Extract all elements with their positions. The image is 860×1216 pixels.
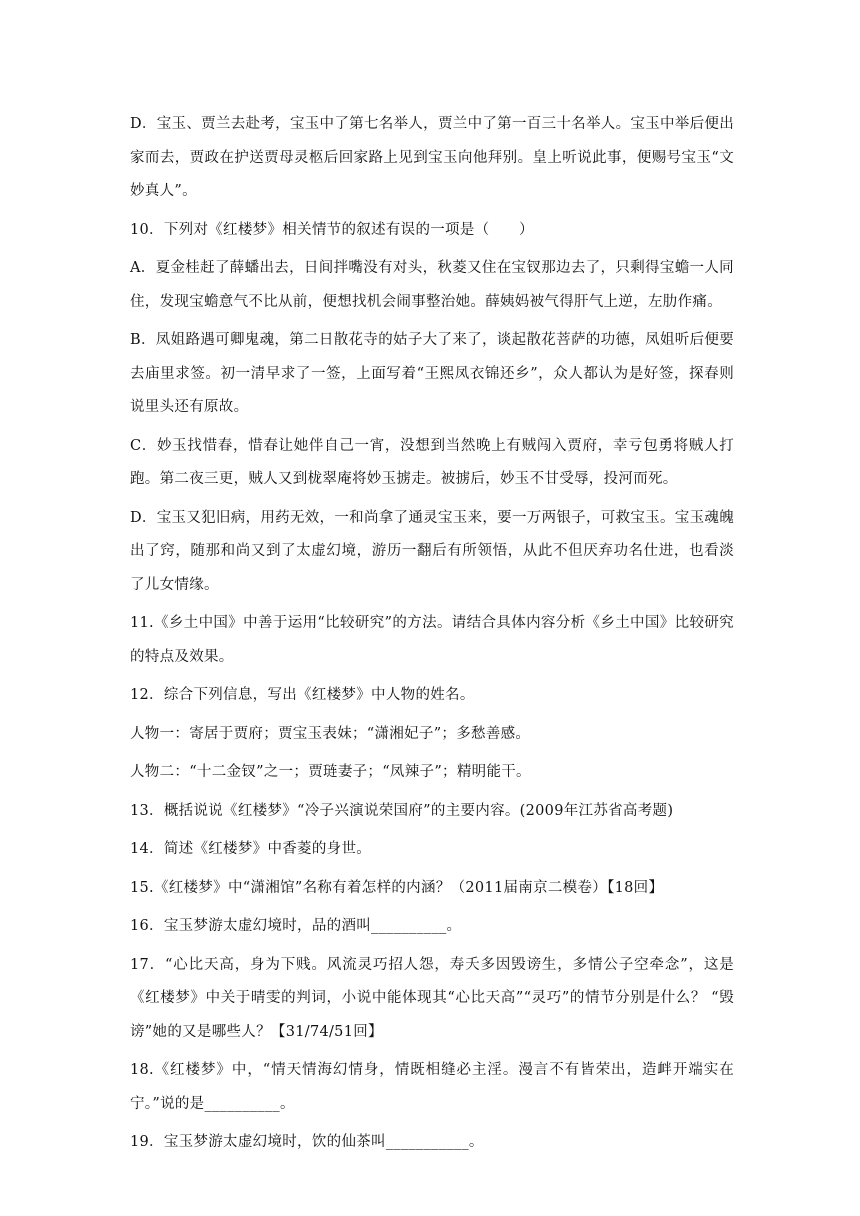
option-a-xia-jingui: A．夏金桂赶了薛蟠出去，日间拌嘴没有对头，秋菱又住在宝钗那边去了，只剩得宝蟾一人同住，发现宝蟾意气不比从前，便想找机会闹事整治她。薛姨妈被气得肝气上逆，左肋作痛。	[130, 260, 734, 310]
question-12: 12．综合下列信息，写出《红楼梦》中人物的姓名。	[130, 687, 475, 703]
question-16: 16．宝玉梦游太虚幻境时，品的酒叫__________。	[130, 918, 462, 934]
question-18: 18.《红楼梦》中，“情天情海幻情身，情既相缝必主淫。漫言不有皆荣出，造衅开端实在宁。”说的是__________。	[130, 1062, 734, 1112]
option-d-baoyu-illness: D．宝玉又犯旧病，用药无效，一和尚拿了通灵宝玉来，要一万两银子，可救宝玉。宝玉魂魄出了窍，随那和尚又到了太虚幻境，游历一翻后有所领悟，从此不但厌弃功名仕进，也看淡了儿女情缘。	[130, 509, 734, 593]
question-11: 11.《乡土中国》中善于运用“比较研究”的方法。请结合具体内容分析《乡土中国》比较研究的特点及效果。	[130, 615, 734, 665]
question-19: 19．宝玉梦游太虚幻境时，饮的仙茶叫___________。	[130, 1134, 484, 1150]
option-b-fengjie: B．凤姐路遇可卿鬼魂，第二日散花寺的姑子大了来了，谈起散花菩萨的功德，凤姐听后便要去庙里求签。初一清早求了一签，上面写着“王熙凤衣锦还乡”，众人都认为是好签，探春则说里头还有原故。	[130, 332, 734, 415]
question-15: 15.《红楼梦》中“潇湘馆”名称有着怎样的内涵？（2011届南京二模卷）【18回】	[130, 879, 664, 896]
question-14: 14．简述《红楼梦》中香菱的身世。	[130, 841, 372, 857]
question-12-person-1: 人物一：寄居于贾府；贾宝玉表妹；“潇湘妃子”；多愁善感。	[130, 725, 531, 742]
document-page	[130, 108, 734, 1165]
question-13: 13．概括说说《红楼梦》“冷子兴演说荣国府”的主要内容。(2009年江苏省高考题)	[130, 802, 674, 819]
question-10: 10．下列对《红楼梦》相关情节的叙述有误的一项是（ ）	[130, 221, 534, 238]
question-17: 17．“心比天高，身为下贱。风流灵巧招人怨，寿夭多因毁谤生，多情公子空牵念”，这是《红楼梦》中关于晴雯的判词，小说中能体现其“心比天高”“灵巧”的情节分别是什么？ “毁谤”她的又是哪些人？【31/74/51回】	[130, 956, 734, 1040]
question-12-person-2: 人物二：“十二金钗”之一；贾琏妻子；“凤辣子”；精明能干。	[130, 764, 531, 780]
option-d-baoyu-exam: D．宝玉、贾兰去赴考，宝玉中了第七名举人，贾兰中了第一百三十名举人。宝玉中举后便出家而去，贾政在护送贾母灵柩后回家路上见到宝玉向他拜别。皇上听说此事，便赐号宝玉“文妙真人”。	[130, 116, 734, 199]
option-c-miaoyu: C．妙玉找惜春，惜春让她伴自己一宵，没想到当然晚上有贼闯入贾府，幸亏包勇将贼人打跑。第二夜三更，贼人又到栊翠庵将妙玉掳走。被掳后，妙玉不甘受辱，投河而死。	[130, 437, 734, 487]
